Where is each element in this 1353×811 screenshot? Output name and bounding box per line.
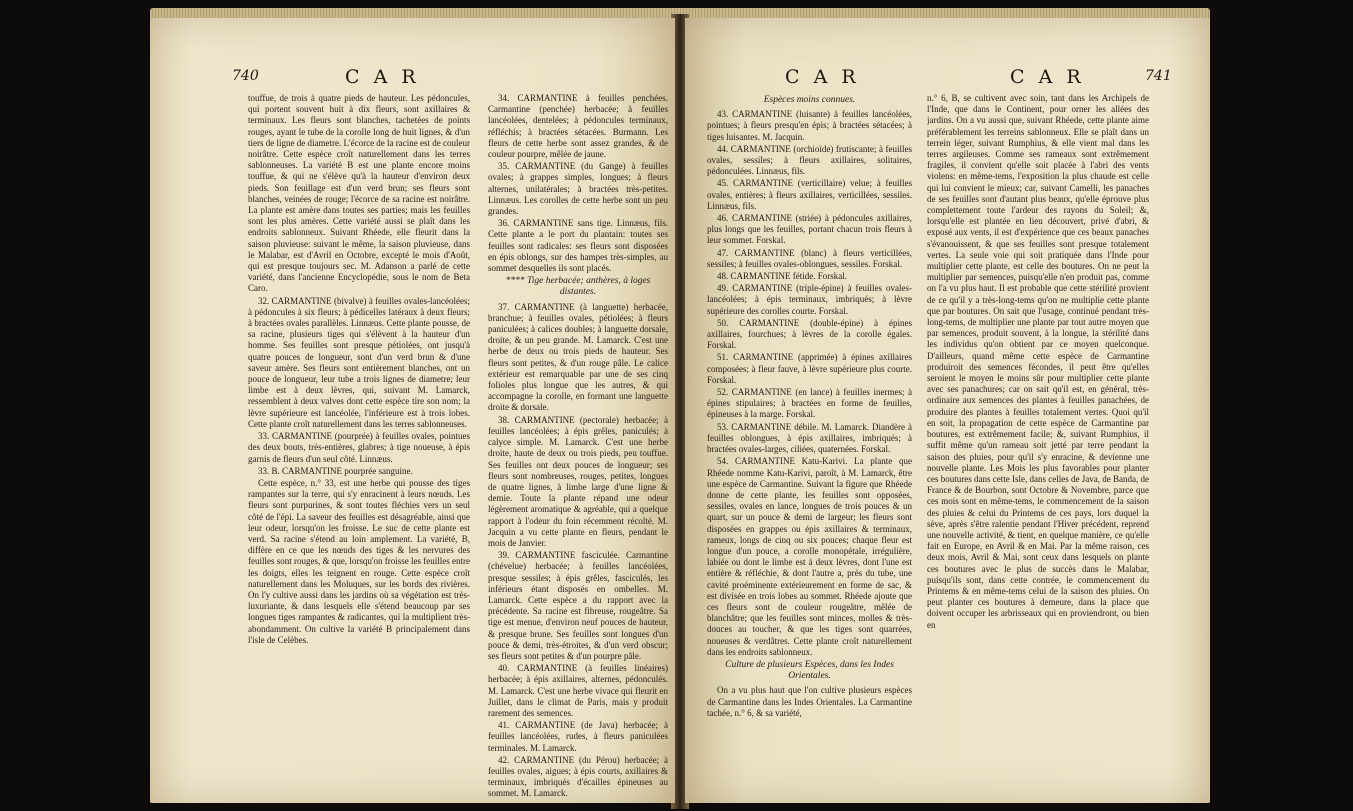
right-running-title-2: C A R xyxy=(1010,66,1085,88)
section-subheading: **** Tige herbacée; anthères, à loges distantes. xyxy=(505,276,651,298)
paragraph: 44. CARMANTINE (orchioïde) frutiscante; à feuilles ovales, sessiles; à fleurs axillaires, solitaires, pédonculées. Linnæus, fils. xyxy=(707,143,912,177)
left-column-a xyxy=(248,93,470,798)
paragraph: 40. CARMANTINE (à feuilles linéaires) herbacée; à épis axillaires, alternes, pédonculés. M. Lamarck. C'est une herbe vivace qui fleurit en Juillet, dans le climat de Paris, mais y produit rarement des semences. xyxy=(488,663,668,718)
paragraph: 52. CARMANTINE (en lance) à feuilles inermes; à épines stipulaires; à bractées en forme de feuilles, épineuses à la marge. Forskal. xyxy=(707,387,912,420)
right-column-a xyxy=(707,93,912,798)
paragraph: 41. CARMANTINE (de Java) herbacée; à feuilles lancéolées, rudes, à fleurs paniculées terminales. M. Lamarck. xyxy=(488,720,668,753)
left-page-number: 740 xyxy=(232,68,259,84)
paragraph: 49. CARMANTINE (triple-épine) à feuilles ovales-lancéolées; à épis terminaux, imbriqués; à lèvre supérieure des corolles courte. Forskal. xyxy=(707,283,912,316)
paragraph: 45. CARMANTINE (verticillaire) velue; à feuilles ovales, entières; à fleurs axillaires, verticillées, sessiles. Linnæus, fils. xyxy=(707,178,912,211)
right-page xyxy=(685,18,1210,803)
paragraph: 43. CARMANTINE (luisante) à feuilles lancéolées, pointues; à fleurs presqu'en épis; à bractées sétacées; à tiges luisantes. M. Jacquin. xyxy=(707,109,912,142)
left-running-title: C A R xyxy=(345,66,420,88)
right-page-number: 741 xyxy=(1145,68,1172,84)
paragraph: 53. CARMANTINE débile. M. Lamarck. Diandère à feuilles oblongues, à épis axillaires, imbriqués; à bractées ovales-larges, ciliées, quaternées. Forskal. xyxy=(707,421,912,455)
paragraph: 46. CARMANTINE (striée) à pédoncules axillaires, plus longs que les feuilles, portant chacun trois fleurs à leur sommet. Forskal. xyxy=(707,213,912,246)
right-column-b xyxy=(927,93,1149,798)
open-book xyxy=(150,8,1210,806)
left-column-b xyxy=(488,93,668,798)
paragraph: touffue, de trois à quatre pieds de hauteur. Les pédoncules, qui portent souvent huit à dix fleurs, sont axillaires & terminaux. Les fleurs sont blanches, tachetées de points rouges, ayant le tube de la corolle long de huit lignes, & d'un tiers de ligne de diametre. L'écorce de la racine est de couleur noirâtre. Cette espèce croît naturellement dans les terres sablonneuses. La variété B est une plante encore moins touffue, & qui ne s'élève qu'à la hauteur d'environ deux pieds. Son feuillage est d'un verd brun; ses fleurs sont blanches, veinées de rouge; l'écorce de sa racine est noirâtre. La plante est amère dans toutes ses parties; mais les feuilles sont les plus amères. Cette variété aussi se plaît dans les endroits sablonneux. Suivant Rhéede, elle fleurit dans la saison pluvieuse: suivant le même, la saison pluvieuse, dans le Malabar, est d'Avril en Octobre, excepté le mois d'Août, qui est presque toujours sec. M. Adanson a parlé de cette variété, dans l'ancienne Encyclopédie, sous le nom de Beta Caro. xyxy=(248,93,470,294)
paragraph: 38. CARMANTINE (pectorale) herbacée; à feuilles lancéolées; à épis grêles, paniculés; à calyce simple. M. Lamarck. C'est une herbe droite, haute de deux ou trois pieds, peu touffue. Ses feuilles ont deux pouces de longueur; ses fleurs sont nombreuses, rouges, petites, longues de quatre lignes, à limbe large d'une ligne & demie. Toute la plante répand une odeur légèrement aromatique & agréable, qui a quelque rapport à l'odeur du foin récemment récolté. M. Jacquin a vu cette plante en fleurs, pendant le mois de Janvier. xyxy=(488,414,668,548)
paragraph: 33. CARMANTINE (pourprée) à feuilles ovales, pointues des deux bouts, très-entières, glabres; à tige noueuse, à épis garnis de fleurs d'un seul côté. Linnæus. xyxy=(248,431,470,464)
paragraph: 33. B. CARMANTINE pourprée sanguine. xyxy=(258,465,413,476)
paragraph: n.° 6, B, se cultivent avec soin, tant dans les Archipels de l'Inde, que dans le Continent, pour orner les allées des jardins. On a vu aussi que, suivant Rhéede, cette plante aime préférablement les terreins sablonneux. Elle se plaît dans un terrein léger, suivant Rumphius, & elle vient mal dans les terres argileuses. Comme ses rameaux sont extrêmement fragiles, il convient qu'elle soit placée à l'abri des vents violens: en même-tems, l'exposition la plus chaude est celle qui lui convient le mieux; car, suivant Camelli, les panaches de ses feuilles sont d'autant plus beaux, qu'elle éprouve plus complettement toute l'ardeur des rayons du Soleil; &, lorsqu'elle est plantée en lieu découvert, privé d'abri, & exposé aux vents, il est d'expérience que ces beaux panaches s'évanouissent, & que ses feuilles sont presque totalement vertes. La seule voie qui soit pratiquée dans l'Inde pour multiplier cette plante, est celle des boutures. On ne peut la multiplier par semences, puisqu'elle n'en produit pas, comme on l'a vu plus haut. Il est probable que cette stérilité provient de ce qu'il y a très-long-tems qu'on ne multiplie cette plante que par boutures. On sait que l'usage, continué pendant très-long-tems, de multiplier une plante par tout autre moyen que par semences, produit souvent, à la longue, la stérilité dans les individus qu'on obtient par ce moyen quelconque. D'ailleurs, quand même cette espèce de Carmantine produiroit des semences fécondes, il peut être qu'elles seroient le moyen le moins sûr pour multiplier cette plante avec ses panachures; car on sait qu'il est, en général, très-ordinaire aux semences des plantes à feuilles panachées, de produire des plantes à feuilles totalement vertes. Quoi qu'il en soit, la propagation de cette espèce de Carmantine par boutures, est extrêmement facile; &, suivant Rumphius, il suffit même qu'un rameau soit jetté par terre pendant la saison des pluies, pour qu'il s'y enracine, & devienne une nouvelle plante. Les Mois les plus favorables pour planter ces boutures dans cette Isle, dans celles de Java, de Banda, de France & de Bourbon, sont Octobre & Novembre, parce que ces mois sont en même-tems, le commencement de la saison des pluies & celui du Printems de ces pays, lors duquel la sève, après s'être ralentie pendant l'Hiver précédent, reprend une nouvelle activité, & tient, en quelque manière, ce qu'elle fait en Europe, en Avril & en Mai. Par la même raison, ces deux mois, Avril & Mai, sont ceux dans lesquels on plante ces boutures avec le plus de succès dans le Malabar, puisqu'ils sont, dans cette contrée, le commencement du Printems & en même-tems celui de la saison des pluies. On peut planter ces boutures à demeure, dans la place que doivent occuper les arbrisseaux qui en proviendront, ou bien en xyxy=(927,93,1149,630)
paragraph: 37. CARMANTINE (à languette) herbacée, branchue; à feuilles ovales, pétiolées; à fleurs paniculées; à calices doubles; à languette dorsale, droite, & un peu grande. M. Lamarck. C'est une herbe de deux ou trois pieds de hauteur. Ses fleurs sont petites, & d'un rouge pâle. Le calice extérieur est remarquable par une de ses cinq folioles plus longue que les autres, & qui accompagne la corolle, en formant une languette droite & dorsale. xyxy=(488,301,668,413)
paragraph: 35. CARMANTINE (du Gange) à feuilles ovales; à grappes simples, longues; à fleurs alternes, unilatérales; à bractées très-petites. Linnæus. Les corolles de cette herbe sont un peu grandes. xyxy=(488,161,668,217)
paragraph: 48. CARMANTINE fétide. Forskal. xyxy=(717,271,847,282)
paragraph: On a vu plus haut que l'on cultive plusieurs espèces de Carmantine dans les Indes Orientales. La Carmantine tachée, n.° 6, & sa variété, xyxy=(707,685,912,718)
paragraph: 34. CARMANTINE à feuilles penchées. Carmantine (penchée) herbacée; à feuilles lancéolées, dentelées; à pédoncules terminaux, réfléchis; à bractées sétacées. Burmann. Les fleurs de cette herbe sont assez grandes, & de couleur pourpre, mêlée de jaune. xyxy=(488,93,668,160)
left-page xyxy=(150,18,675,803)
section-heading: Espèces moins connues. xyxy=(763,95,856,105)
paragraph: 54. CARMANTINE Katu-Karivi. La plante que Rhéede nomme Katu-Karivi, paroît, à M. Lamarck, être une espèce de Carmantine. Suivant la figure que Rhéede donne de cette plante, les feuilles sont opposées, sessiles, ovales en lance, longues de trois pouces & un quart, sur un pouce & demi de largeur; les fleurs sont disposées en grappes ou épis axillaires & terminaux, rameux, longs de cinq ou six pouces; chaque fleur est longue d'un pouce, a corolle monopétale, irrégulière, labiée ou dont le limbe est à deux lèvres, dont l'une est entière & réfléchie, & dont l'autre a, près du tube, une cavité proéminente extérieurement en forme de sac, & est divisée en trois lobes au sommet. Rhéede ajoute que ces fleurs sont de couleur rougeâtre, mêlée de blanchâtre; que les feuilles sont minces, molles & très-douces au toucher, & que les tiges sont quarrées, noueuses & verdâtres. Cette plante croît naturellement dans les endroits sablonneux. xyxy=(707,456,912,657)
paragraph: 51. CARMANTINE (apprimée) à épines axillaires composées; à fleur fauve, à lèvre supérieure plus courte. Forskal. xyxy=(707,352,912,385)
right-running-title: C A R xyxy=(785,66,860,88)
paragraph: 47. CARMANTINE (blanc) à fleurs verticillées, sessiles; à feuilles ovales-oblongues, sessiles. Forskal. xyxy=(707,247,912,269)
paragraph: 42. CARMANTINE (du Pérou) herbacée; à feuilles ovales, aigues; à épis courts, axillaires & terminaux, imbriqués d'écailles épineuses au sommet. M. Lamarck. xyxy=(488,754,668,798)
paragraph: 39. CARMANTINE fasciculée. Carmantine (chévelue) herbacée; à feuilles lancéolées, presque sessiles; à épis grêles, fasciculés, les inférieurs étant disposés en ombelles. M. Lamarck. Cette espèce a du rapport avec la précédente. Sa racine est fibreuse, rougeâtre. Sa tige est menue, d'environ neuf pouces de hauteur, & presque brune. Ses feuilles sont longues d'un pouce & demi, très-étroites, & d'un verd obscur; ses fleurs sont petites & d'un pourpre pâle. xyxy=(488,550,668,661)
paragraph: 50. CARMANTINE (double-épine) à épines axillaires, fourchues; à lèvres de la corolle égales. Forskal. xyxy=(707,317,912,351)
left-running-head xyxy=(150,66,675,88)
paragraph: Cette espèce, n.° 33, est une herbe qui pousse des tiges rampantes sur la terre, qui s'y enracinent à leurs nœuds. Les fleurs sont purpurines, & sont toutes fléchies vers un seul côté de l'épi. La saveur des feuilles est désagréable, ainsi que leur odeur, lorsqu'on les froisse. Le suc de cette plante est verd. Sa racine s'étend au loin amplement. La variété, B, diffère en ce que les nœuds des tiges & les nervures des feuilles sont rouges, & que, lorsqu'on froisse les feuilles entre les doigts, elles les teignent en rouge. Cette espèce croît naturellement dans les Moluques, sur les bords des rivières. On l'y cultive aussi dans les jardins où sa végétation est très-luxuriante, & dans lesquels elle s'étend beaucoup par ses longues tiges rampantes & radicantes, qui la multiplient très-abondamment. On cultive la variété B principalement dans l'isle de Celèbes. xyxy=(248,477,470,645)
section-heading: Culture de plusieurs Espèces, dans les Indes Orientales. xyxy=(725,659,894,682)
paragraph: 36. CARMANTINE sans tige. Linnæus, fils. Cette plante a le port du plantain: toutes ses feuilles sont radicales: ses fleurs sont disposées en épis oblongs, sur des hampes très-simples, au sommet desquelles ils sont placés. xyxy=(488,218,668,274)
paragraph: 32. CARMANTINE (bivalve) à feuilles ovales-lancéolées; à pédoncules à six fleurs; à pédicelles latéraux à deux fleurs; à bractées ovales parallèles. Linnæus. Cette plante pousse, de sa racine, plusieurs tiges qui s'élèvent à la hauteur d'un homme. Ses feuilles sont presque pétiolées, ont jusqu'à quatre pouces de longueur, sont d'un verd brun & d'une saveur amère. Ses fleurs sont entièrement blanches, ont un pouce de longueur, leur tube a trois lignes de diametre; leur limbe est à deux lèvres, qui, suivant M. Lamarck, ressemblent à deux valves dont cette espèce tire son nom; la lèvre supérieure est lancéolée, l'inférieure est à trois lobes. Cette plante croît naturellement dans les terres sablonneuses. xyxy=(248,295,470,429)
right-running-head xyxy=(685,66,1210,88)
